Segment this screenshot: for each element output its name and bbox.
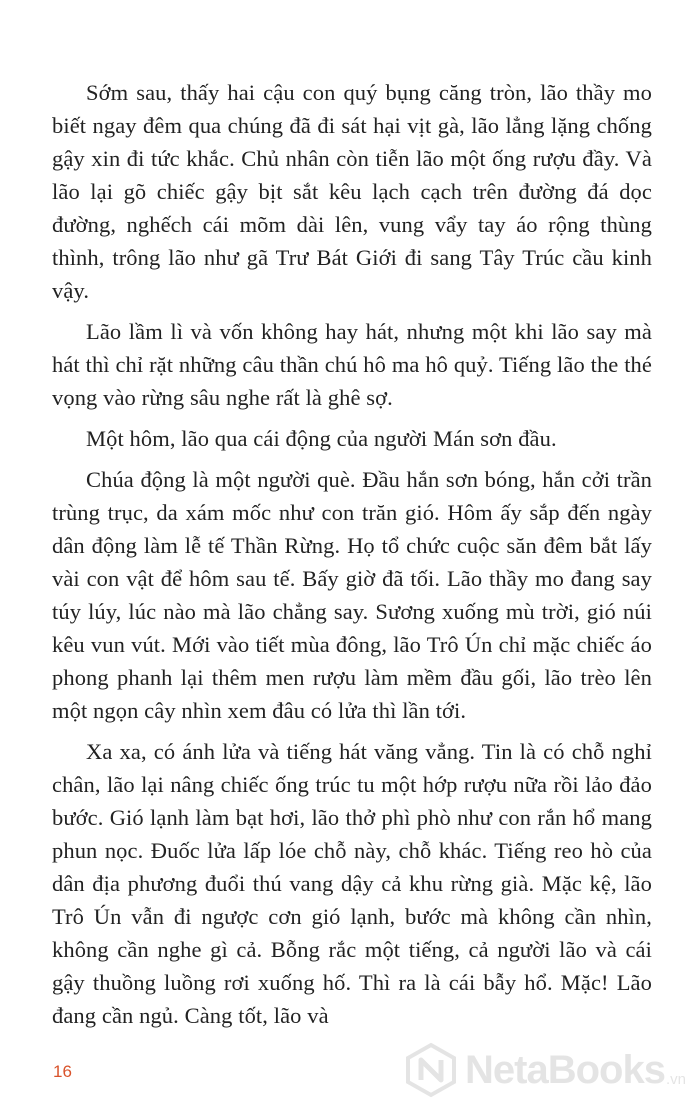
page-body xyxy=(52,76,652,1040)
page-number: 16 xyxy=(53,1062,72,1081)
watermark-brand: NetaBooks xyxy=(465,1047,665,1092)
paragraph-1: Sớm sau, thấy hai cậu con quý bụng căng tròn, lão thầy mo biết ngay đêm qua chúng đã đi sát hại vịt gà, lão lẳng lặng chống gậy xin đi tức khắc. Chủ nhân còn tiễn lão một ống rượu đầy. Và lão lại gõ chiếc gậy bịt sắt kêu lạch cạch trên đường đá dọc đường, nghếch cái mõm dài lên, vung vẩy tay áo rộng thùng thình, trông lão như gã Trư Bát Giới đi sang Tây Trúc cầu kinh vậy. xyxy=(52,80,652,303)
paragraph-3: Một hôm, lão qua cái động của người Mán sơn đầu. xyxy=(86,426,557,451)
watermark-suffix: .vn xyxy=(665,1071,686,1088)
paragraph-5: Xa xa, có ánh lửa và tiếng hát văng vẳng. Tin là có chỗ nghỉ chân, lão lại nâng chiếc ống trúc tu một hớp rượu nữa rồi lảo đảo bước. Gió lạnh làm bạt hơi, lão thở phì phò như con rắn hổ mang phun nọc. Đuốc lửa lấp lóe chỗ này, chỗ khác. Tiếng reo hò của dân địa phương đuổi thú vang dậy cả khu rừng già. Mặc kệ, lão Trô Ún vẫn đi ngược cơn gió lạnh, bước mà không cần nhìn, không cần nghe gì cả. Bỗng rắc một tiếng, cả người lão và cái gậy thuồng luồng rơi xuống hố. Thì ra là cái bẫy hổ. Mặc! Lão đang cần ngủ. Càng tốt, lão và xyxy=(52,739,652,1028)
netabooks-logo-icon xyxy=(403,1042,459,1098)
paragraph-4: Chúa động là một người què. Đầu hắn sơn bóng, hắn cởi trần trùng trục, da xám mốc như con trăn gió. Hôm ấy sắp đến ngày dân động làm lễ tế Thần Rừng. Họ tổ chức cuộc săn đêm bắt lấy vài con vật để hôm sau tế. Bấy giờ đã tối. Lão thầy mo đang say túy lúy, lúc nào mà lão chẳng say. Sương xuống mù trời, gió núi kêu vun vút. Mới vào tiết mùa đông, lão Trô Ún chỉ mặc chiếc áo phong phanh lại thêm men rượu làm mềm đầu gối, lão trèo lên một ngọn cây nhìn xem đâu có lửa thì lần tới. xyxy=(52,467,652,723)
watermark xyxy=(403,1042,686,1098)
paragraph-2: Lão lầm lì và vốn không hay hát, nhưng một khi lão say mà hát thì chỉ rặt những câu thần chú hô ma hô quỷ. Tiếng lão the thé vọng vào rừng sâu nghe rất là ghê sợ. xyxy=(52,319,652,410)
